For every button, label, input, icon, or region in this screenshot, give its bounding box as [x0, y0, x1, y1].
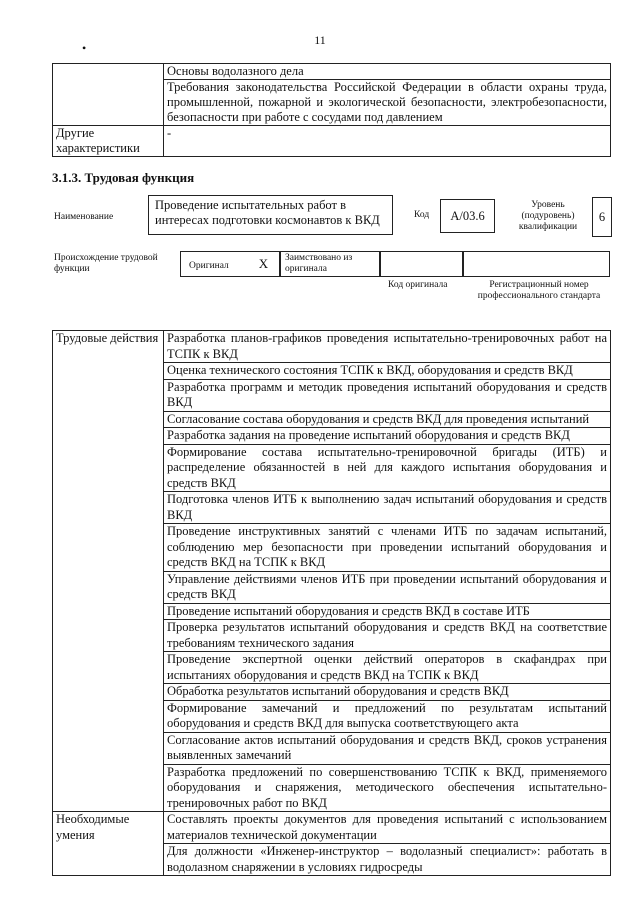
row-item: Проведение экспертной оценки действий операторов в скафандрах при испытаниях оборудования и средств ВКД на ТСПК к ВКД	[164, 652, 611, 684]
row-item: Проведение инструктивных занятий с членами ИТБ по задачам испытаний, соблюдению мер безопасности при проведении испытаний оборудования и средств ВКД на ТСПК к ВКД	[164, 524, 611, 572]
row-item: Разработка программ и методик проведения испытаний оборудования и средств ВКД	[164, 379, 611, 411]
row-item: Разработка предложений по совершенствованию ТСПК к ВКД, применяемого оборудования и снаряжения, методического обеспечения испытательно-тренировочных работ по ВКД	[164, 764, 611, 812]
reg-number-label: Регистрационный номер профессионального стандарта	[477, 280, 601, 301]
row-item: Требования законодательства Российской Федерации в области охраны труда, промышленной, пожарной и экологической безопасности, электробезопасности, безопасности при работе с сосудами под давлением	[164, 80, 611, 126]
row-label: Трудовые действия	[53, 331, 164, 812]
row-item: Для должности «Инженер-инструктор – водолазный специалист»: работать в водолазном снаряжении в условиях гидросреды	[164, 844, 611, 876]
stray-mark: •	[82, 41, 87, 55]
borrowed-label: Заимствовано из оригинала	[280, 251, 380, 277]
row-item: Управление действиями членов ИТБ при проведении испытаний оборудования и средств ВКД	[164, 571, 611, 603]
reg-number-cell	[463, 251, 610, 277]
row-item: Разработка задания на проведение испытаний оборудования и средств ВКД	[164, 428, 611, 445]
labor-function-table	[52, 330, 611, 876]
level-label: Уровень (подуровень) квалификации	[518, 200, 578, 232]
function-name-box: Проведение испытательных работ в интересах подготовки космонавтов к ВКД	[148, 195, 393, 235]
row-item: Согласование актов испытаний оборудования и средств ВКД, сроков устранения выявленных замечаний	[164, 732, 611, 764]
table-row	[53, 812, 611, 844]
row-label: Другие характеристики	[53, 126, 164, 157]
row-item: Формирование состава испытательно-тренировочной бригады (ИТБ) и распределение обязанностей в ней для каждого испытания оборудования и средств ВКД	[164, 444, 611, 492]
table-row	[53, 64, 611, 80]
row-label: Необходимые умения	[53, 812, 164, 876]
row-item: Обработка результатов испытаний оборудования и средств ВКД	[164, 684, 611, 701]
code-box: A/03.6	[440, 199, 495, 233]
original-label: Оригинал	[180, 251, 248, 277]
row-item: Подготовка членов ИТБ к выполнению задач испытаний оборудования и средств ВКД	[164, 492, 611, 524]
table-row	[53, 331, 611, 363]
row-item: Разработка планов-графиков проведения испытательно-тренировочных работ на ТСПК к ВКД	[164, 331, 611, 363]
row-item: Проверка результатов испытаний оборудования и средств ВКД на соответствие требованиям технического задания	[164, 620, 611, 652]
top-table	[52, 63, 611, 157]
original-mark: X	[248, 251, 280, 277]
row-item: Формирование замечаний и предложений по результатам испытаний оборудования и средств ВКД для выпуска соответствующего акта	[164, 700, 611, 732]
table-row	[53, 126, 611, 157]
page-number: 11	[314, 33, 326, 47]
row-item: Оценка технического состояния ТСПК к ВКД, оборудования и средств ВКД	[164, 363, 611, 380]
code-label: Код	[414, 210, 430, 220]
name-label: Наименование	[54, 212, 114, 222]
row-item: Проведение испытаний оборудования и средств ВКД в составе ИТБ	[164, 603, 611, 620]
row-item: -	[164, 126, 611, 157]
code-original-label: Код оригинала	[388, 280, 448, 290]
origin-label: Происхождение трудовой функции	[54, 253, 158, 274]
section-title: 3.1.3. Трудовая функция	[52, 170, 195, 185]
row-item: Составлять проекты документов для проведения испытаний с использованием материалов технической документации	[164, 812, 611, 844]
row-label	[53, 64, 164, 126]
row-item: Основы водолазного дела	[164, 64, 611, 80]
code-original-cell	[380, 251, 463, 277]
row-item: Согласование состава оборудования и средств ВКД для проведения испытаний	[164, 411, 611, 428]
level-box: 6	[592, 197, 612, 237]
